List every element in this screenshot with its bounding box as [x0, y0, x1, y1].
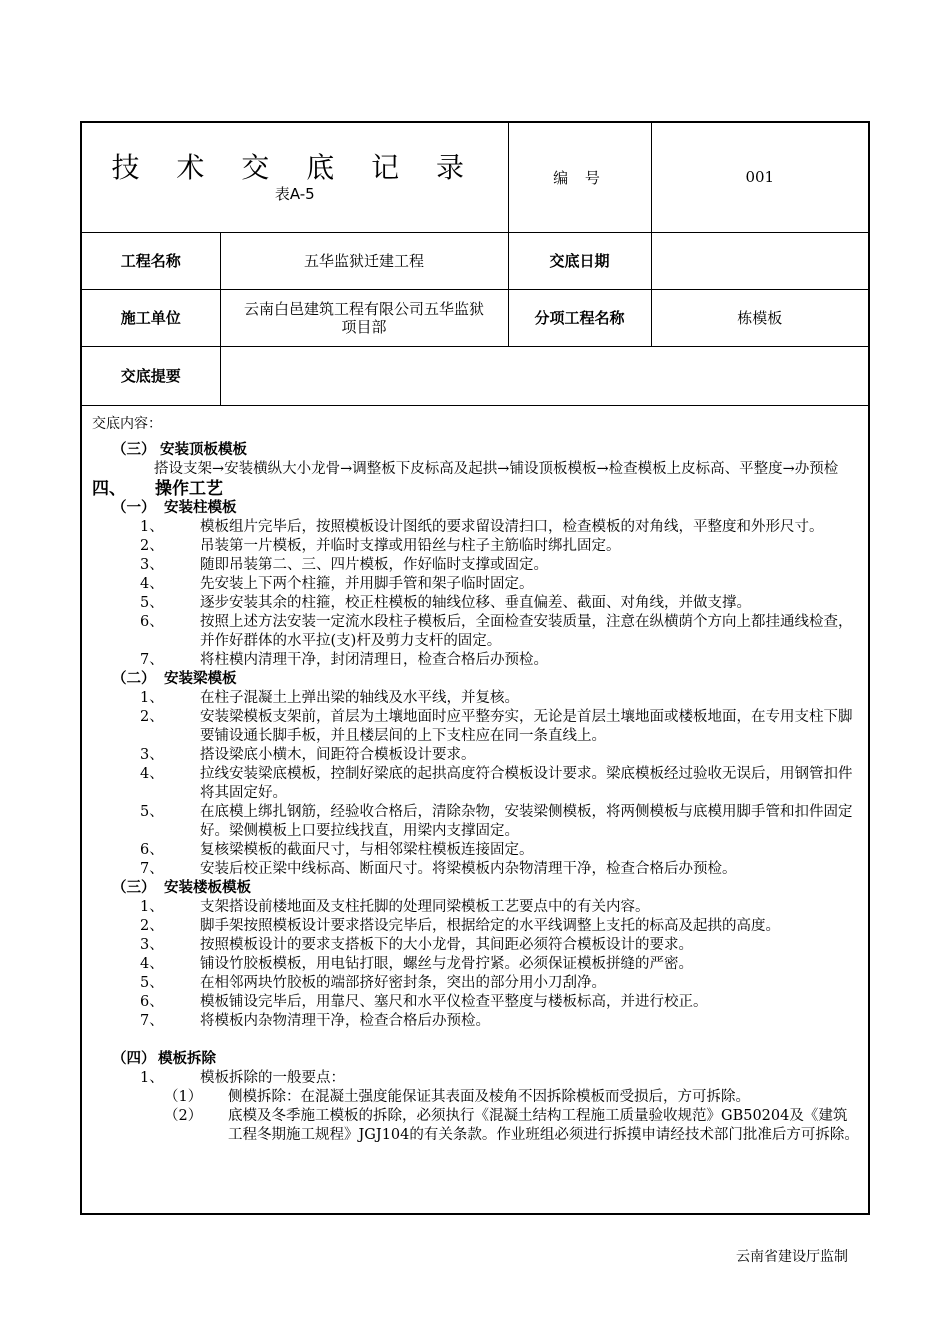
list-item: 1、 模板组片完毕后，按照模板设计图纸的要求留设清扫口，检查模板的对角线，平整度和外形尺寸。 [140, 519, 824, 535]
list-item: 5、 逐步安装其余的柱箍，校正柱模板的轴线位移、垂直偏差、截面、对角线，并做支撑。 [140, 595, 751, 611]
section-operation-process: 四、 操作工艺 [92, 479, 223, 499]
list-item: 6、 复核梁模板的截面尺寸，与相邻梁柱模板连接固定。 [140, 842, 534, 858]
section-slab-formwork: （三） 安装楼板模板 [112, 880, 251, 896]
unit-value-line2: 项目部 [341, 317, 387, 336]
form-subtitle: 表A-5 [274, 185, 315, 204]
record-form [80, 121, 870, 1215]
list-item: 2、 吊装第一片模板，并临时支撑或用铅丝与柱子主筋临时绑扎固定。 [140, 538, 621, 554]
ceiling-procedure: 搭设支架→安装横纵大小龙骨→调整板下皮标高及起拱→铺设顶板模板→检查模板上皮标高、平整度→办预检 [154, 461, 839, 477]
section-ceiling-formwork: （三） 安装顶板模板 [112, 442, 247, 458]
slab-items [92, 898, 860, 1031]
list-item: 2、 脚手架按照模板设计要求搭设完毕后，根据给定的水平线调整上支托的标高及起拱的高度。 [140, 918, 780, 934]
number-value: 001 [651, 123, 868, 232]
project-name-label: 工程名称 [82, 232, 220, 289]
footer-supervisor: 云南省建设厅监制 [736, 1249, 848, 1265]
section-column-formwork: （一） 安装柱模板 [112, 500, 237, 516]
list-item: 4、 先安装上下两个柱箍，并用脚手管和架子临时固定。 [140, 576, 534, 592]
header-table [82, 123, 868, 406]
date-label: 交底日期 [508, 232, 651, 289]
list-item: 5、 在底模上绑扎钢筋，经验收合格后，清除杂物，安装梁侧模板，将两侧模板与底模用脚手管和扣件固定好。梁侧模板上口要拉线找直，用梁内支撑固定。 [140, 804, 853, 839]
list-item: 5、 在相邻两块竹胶板的端部挤好密封条，突出的部分用小刀刮净。 [140, 975, 606, 991]
date-value [651, 232, 868, 289]
beam-items [92, 689, 860, 879]
list-item: 2、 安装梁模板支架前，首层为土壤地面时应平整夯实，无论是首层土壤地面或楼板地面，在专用支柱下脚要铺设通长脚手板，并且楼层间的上下支柱应在同一条直线上。 [140, 709, 853, 744]
list-item: 3、 搭设梁底小横木，间距符合模板设计要求。 [140, 747, 476, 763]
list-item: 3、 按照模板设计的要求支搭板下的大小龙骨，其间距必须符合模板设计的要求。 [140, 937, 693, 953]
list-item: 4、 拉线安装梁底模板，控制好梁底的起拱高度符合模板设计要求。梁底模板经过验收无误后，用钢管扣件将其固定好。 [140, 766, 853, 801]
list-item: 6、 模板铺设完毕后，用靠尺、塞尺和水平仪检查平整度与楼板标高，并进行校正。 [140, 994, 708, 1010]
summary-label: 交底提要 [82, 346, 220, 405]
subitem-label: 分项工程名称 [508, 289, 651, 346]
unit-value-line1: 云南白邑建筑工程有限公司五华监狱 [244, 299, 485, 318]
list-item: 7、 安装后校正梁中线标高、断面尺寸。将梁模板内杂物清理干净，检查合格后办预检。 [140, 861, 737, 877]
column-items [92, 518, 860, 670]
subitem-value: 栋模板 [651, 289, 868, 346]
list-item: （1） 侧模拆除：在混凝土强度能保证其表面及棱角不因拆除模板而受损后，方可拆除。 [164, 1089, 750, 1105]
list-item: （2） 底模及冬季施工模板的拆除，必须执行《混凝土结构工程施工质量验收规范》GB50204及《建筑工程冬期施工规程》JGJ104的有关条款。作业班组必须进行拆摸申请经技术部门批准后方可拆除。 [164, 1108, 859, 1143]
content-body [92, 415, 860, 1145]
list-item: 7、 将模板内杂物清理干净，检查合格后办预检。 [140, 1013, 490, 1029]
section-beam-formwork: （二） 安装梁模板 [112, 671, 237, 687]
list-item: 4、 铺设竹胶板模板，用电钻打眼，螺丝与龙骨拧紧。必须保证模板拼缝的严密。 [140, 956, 693, 972]
list-item: 1、 模板拆除的一般要点： [140, 1070, 345, 1086]
project-name-value: 五华监狱迁建工程 [220, 232, 508, 289]
title-cell [82, 123, 508, 232]
list-item: 3、 随即吊装第二、三、四片模板，作好临时支撑或固定。 [140, 557, 548, 573]
unit-value [220, 289, 508, 346]
summary-value [220, 346, 868, 405]
list-item: 7、 将柱模内清理干净，封闭清理日，检查合格后办预检。 [140, 652, 548, 668]
number-label: 编 号 [508, 123, 651, 232]
list-item: 1、 在柱子混凝土上弹出梁的轴线及水平线，并复核。 [140, 690, 519, 706]
content-label: 交底内容： [92, 416, 162, 432]
section-formwork-removal: （四） 模板拆除 [112, 1051, 216, 1067]
list-item: 6、 按照上述方法安装一定流水段柱子模板后，全面检查安装质量，注意在纵横荫个方向上都挂通线检查，并作好群体的水平拉(支)杆及剪力支杆的固定。 [140, 614, 853, 649]
list-item: 1、 支架搭设前楼地面及支柱托脚的处理同梁模板工艺要点中的有关内容。 [140, 899, 650, 915]
unit-label: 施工单位 [82, 289, 220, 346]
form-title: 技 术 交 底 记 录 [111, 151, 479, 185]
